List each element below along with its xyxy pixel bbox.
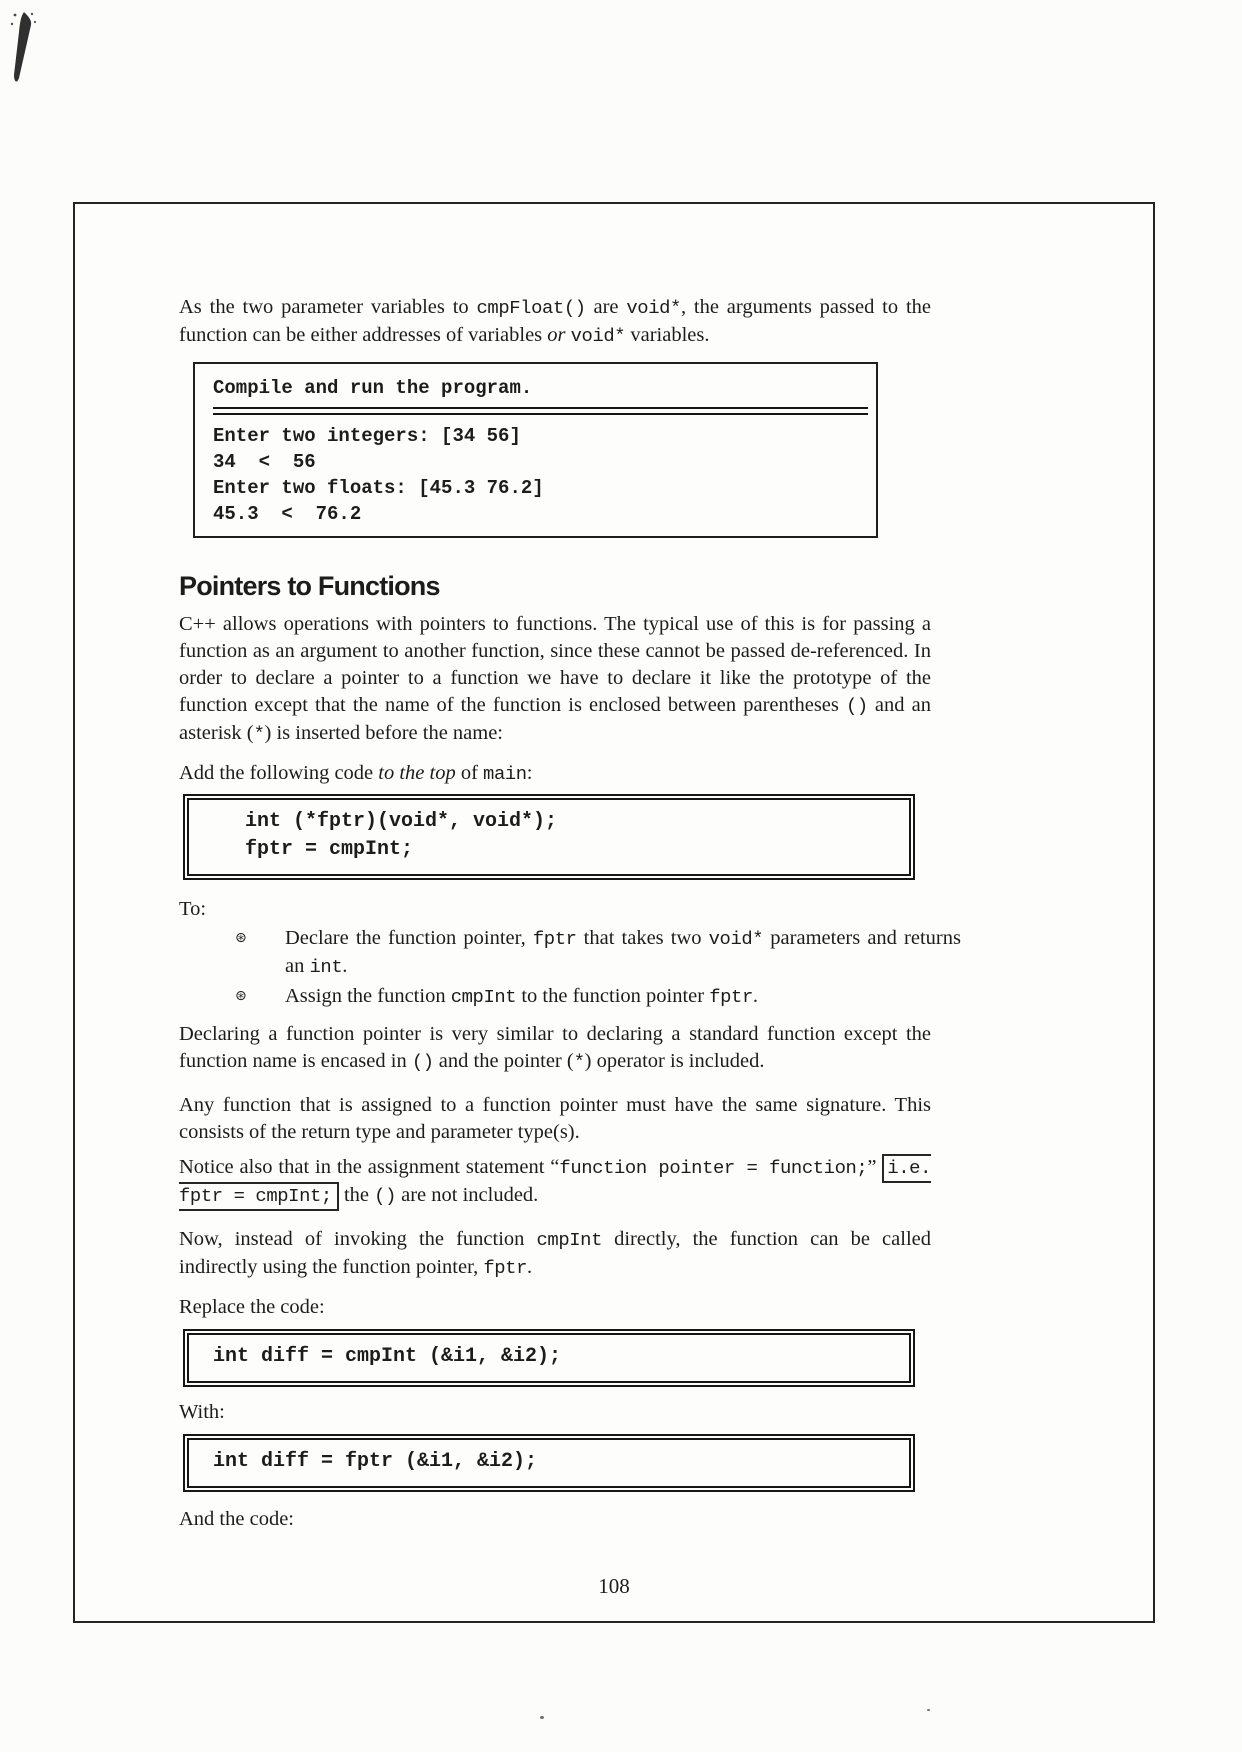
page-number: 108 — [598, 1574, 630, 1598]
with-label: With: — [179, 1401, 225, 1423]
page-content — [179, 294, 961, 1533]
section-heading: Pointers to Functions — [179, 571, 440, 601]
bullet-text: Assign the function cmpInt to the function pointer fptr. — [285, 985, 759, 1008]
bullet-icon: ⊛ — [235, 988, 247, 1004]
bullet-icon: ⊛ — [235, 930, 247, 946]
scan-speck — [927, 1709, 930, 1711]
replace-code-label: Replace the code: — [179, 1296, 325, 1318]
list-item — [179, 925, 961, 981]
scan-speck — [540, 1716, 544, 1719]
declaring-paragraph: Declaring a function pointer is very similar to declaring a standard function except the function name is encased in () and the pointer (*) operator is included. — [179, 1023, 931, 1073]
console-title: Compile and run the program. — [213, 377, 533, 399]
code-box-fptr — [183, 1434, 915, 1492]
bullet-text: Declare the function pointer, fptr that takes two void* parameters and returns an int. — [285, 927, 961, 978]
add-code-instruction: Add the following code to the top of main: — [179, 762, 533, 785]
code-box-declare-lines: int (*fptr)(void*, void*); fptr = cmpInt; — [187, 798, 911, 876]
signature-paragraph: Any function that is assigned to a function pointer must have the same signature. This consists of the return type and parameter type(s). — [179, 1094, 931, 1143]
code-box-cmpint-lines: int diff = cmpInt (&i1, &i2); — [187, 1333, 911, 1383]
console-output-box — [193, 362, 878, 538]
bullet-list — [179, 925, 961, 1011]
and-code-label: And the code: — [179, 1508, 294, 1530]
ink-mark — [6, 8, 40, 94]
page-border-frame — [73, 202, 1155, 1623]
code-box-cmpint — [183, 1329, 915, 1387]
to-label: To: — [179, 898, 207, 920]
section-body-paragraph: C++ allows operations with pointers to functions. The typical use of this is for passing a function as an argument to another function, since these cannot be passed de-referenced. In order to declare a pointer to a function we have to declare it like the prototype of the function except that the name of the function is enclosed between parentheses () and an asterisk (*) is inserted before the name: — [179, 613, 931, 745]
code-box-declare — [183, 794, 915, 880]
code-box-fptr-lines: int diff = fptr (&i1, &i2); — [187, 1438, 911, 1488]
notice-paragraph: Notice also that in the assignment statement “function pointer = function;” i.e. fptr = cmpInt; the () are not included. — [179, 1154, 931, 1210]
double-rule — [213, 407, 868, 415]
now-paragraph: Now, instead of invoking the function cmpInt directly, the function can be called indirectly using the function pointer, fptr. — [179, 1228, 931, 1279]
console-output-lines: Enter two integers: [34 56] 34 < 56 Enter two floats: [45.3 76.2] 45.3 < 76.2 — [213, 425, 544, 525]
intro-paragraph: As the two parameter variables to cmpFloat() are void*, the arguments passed to the function can be either addresses of variables or void* variables. — [179, 296, 931, 347]
list-item — [179, 983, 931, 1011]
